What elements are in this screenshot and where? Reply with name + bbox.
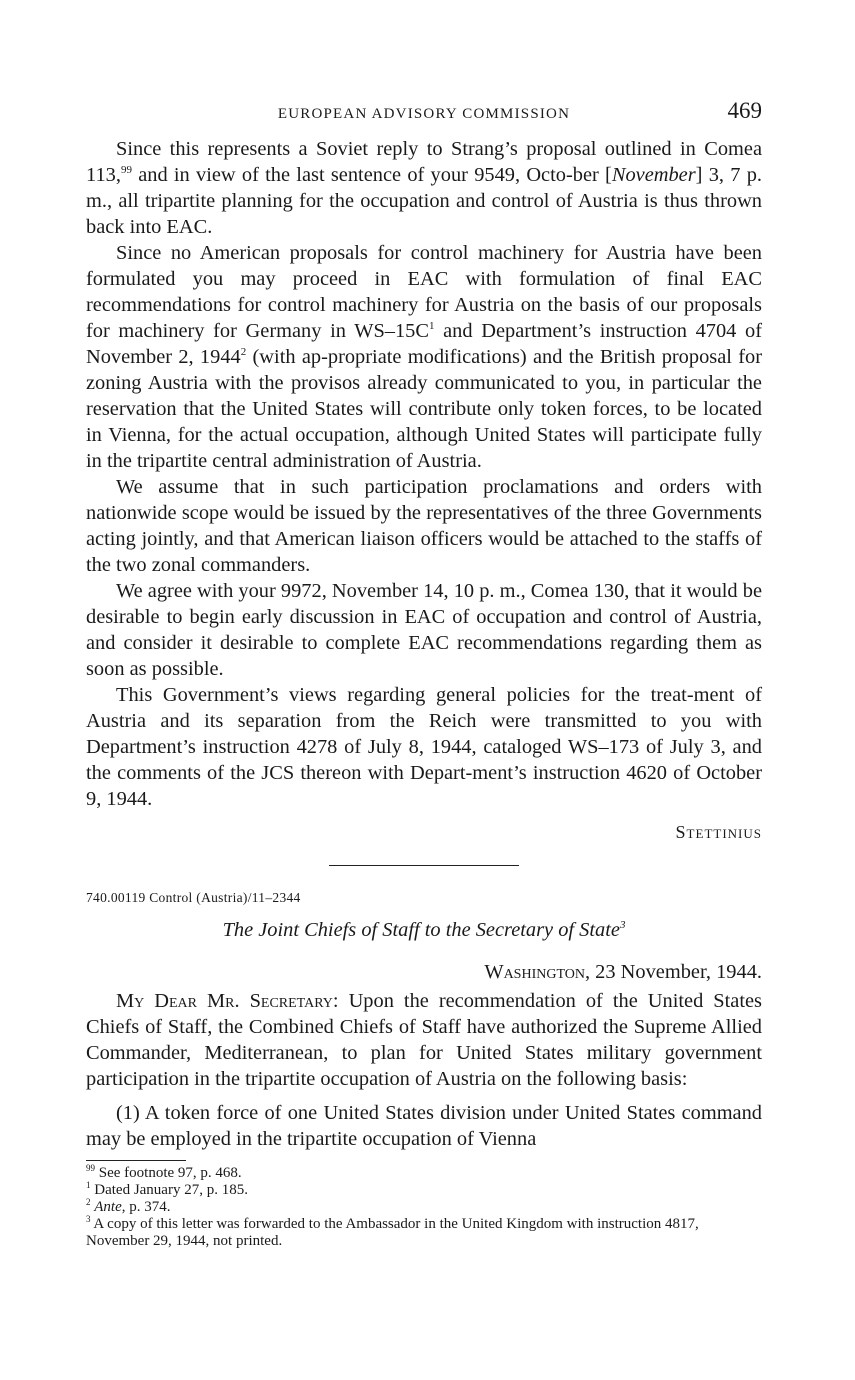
footnote-2 bbox=[86, 1199, 762, 1216]
paragraph-1-text-b: and in view of the last sentence of your 9549, Octo-ber [ bbox=[131, 164, 612, 186]
paragraph-2-text-b: and Department’s instruction 4704 of November 2, 1944 bbox=[86, 320, 762, 368]
footnote-text: Dated January 27, p. 185. bbox=[90, 1182, 248, 1198]
page-number: 469 bbox=[727, 98, 762, 123]
footnote-mark: 3 bbox=[86, 1214, 91, 1224]
paragraph-4: We agree with your 9972, November 14, 10 p. m., Comea 130, that it would be desirable to begin early discussion in EAC of occupation and control of Austria, and consider it desirable to complete EAC recommendations regarding them as soon as possible. bbox=[86, 580, 762, 680]
footnote-ref-1: 1 bbox=[428, 320, 435, 333]
document-title bbox=[86, 916, 762, 944]
footnote-text: A copy of this letter was forwarded to the Ambassador in the United Kingdom with instruction 4817, November 29, 1944, not printed. bbox=[86, 1216, 699, 1249]
footnote-text: , p. 374. bbox=[121, 1199, 171, 1215]
footnote-1 bbox=[86, 1182, 762, 1199]
footnote-ref-2: 2 bbox=[240, 346, 247, 359]
salutation: My Dear Mr. Secretary bbox=[116, 990, 333, 1012]
dateline-date: , 23 November, 1944. bbox=[584, 961, 762, 983]
footnote-italic: Ante bbox=[94, 1199, 122, 1215]
footnote-mark: 2 bbox=[86, 1197, 91, 1207]
paragraph-2-text-a: Since no American proposals for control machinery for Austria have been formulated you may proceed in EAC with formulation of final EAC recommendations for control machinery for Austria on the basis of our proposals for machinery for Germany in WS–15C bbox=[86, 242, 762, 342]
paragraph-2-text-c: (with ap-propriate modifications) and the British proposal for zoning Austria with the provisos already communicated to you, in particular the reservation that the United States will contribute only token forces, to be located in Vienna, for the actual occupation, although United States will participate fully in the tripartite central administration of Austria. bbox=[86, 346, 762, 472]
section-divider bbox=[329, 865, 519, 866]
running-head: EUROPEAN ADVISORY COMMISSION bbox=[277, 106, 571, 122]
paragraph-1-text-c: ] 3, 7 p. m., all tripartite planning for the occupation and control of Austria is thus thrown back into EAC. bbox=[86, 164, 762, 238]
footnote-text: See footnote 97, p. 468. bbox=[95, 1165, 242, 1181]
footnote-3 bbox=[86, 1216, 762, 1250]
letter-paragraph-1-text: : Upon the recommendation of the United States Chiefs of Staff, the Combined Chiefs of Staff have authorized the Supreme Allied Commander, Mediterranean, to plan for United States military government participation in the tripartite occupation of Austria on the following basis: bbox=[86, 990, 762, 1090]
dateline bbox=[86, 958, 762, 986]
footnote-mark: 1 bbox=[86, 1180, 91, 1190]
paragraph-2 bbox=[86, 240, 762, 474]
page-header bbox=[86, 96, 762, 136]
paragraph-1 bbox=[86, 136, 762, 240]
file-number: 740.00119 Control (Austria)/11–2344 bbox=[86, 890, 301, 905]
book-page bbox=[86, 96, 762, 1250]
signature: Stettinius bbox=[675, 822, 762, 842]
letter-paragraph-1 bbox=[86, 988, 762, 1092]
paragraph-1-text-a: Since this represents a Soviet reply to Strang’s proposal outlined in Comea 113, bbox=[86, 138, 762, 186]
paragraph-3: We assume that in such participation proclamations and orders with nationwide scope would be issued by the representatives of the three Governments acting jointly, and that American liaison officers would be attached to the staffs of the two zonal commanders. bbox=[86, 476, 762, 576]
document-title-text: The Joint Chiefs of Staff to the Secretary of State bbox=[222, 919, 620, 941]
footnote-ref-99: 99 bbox=[120, 164, 132, 177]
letter-paragraph-2: (1) A token force of one United States division under United States command may be employed in the tripartite occupation of Vienna bbox=[86, 1102, 762, 1150]
footnote-99 bbox=[86, 1165, 762, 1182]
paragraph-5: This Government’s views regarding general policies for the treat-ment of Austria and its separation from the Reich were transmitted to you with Department’s instruction 4278 of July 8, 1944, cataloged WS–173 of July 3, and the comments of the JCS thereon with Depart-ment’s instruction 4620 of October 9, 1944. bbox=[86, 684, 762, 810]
footnote-mark: 99 bbox=[86, 1163, 95, 1173]
dateline-place: Washington bbox=[484, 961, 585, 983]
footnote-ref-3: 3 bbox=[619, 919, 626, 932]
footnote-divider bbox=[86, 1160, 186, 1161]
paragraph-1-italic: November bbox=[611, 164, 696, 186]
